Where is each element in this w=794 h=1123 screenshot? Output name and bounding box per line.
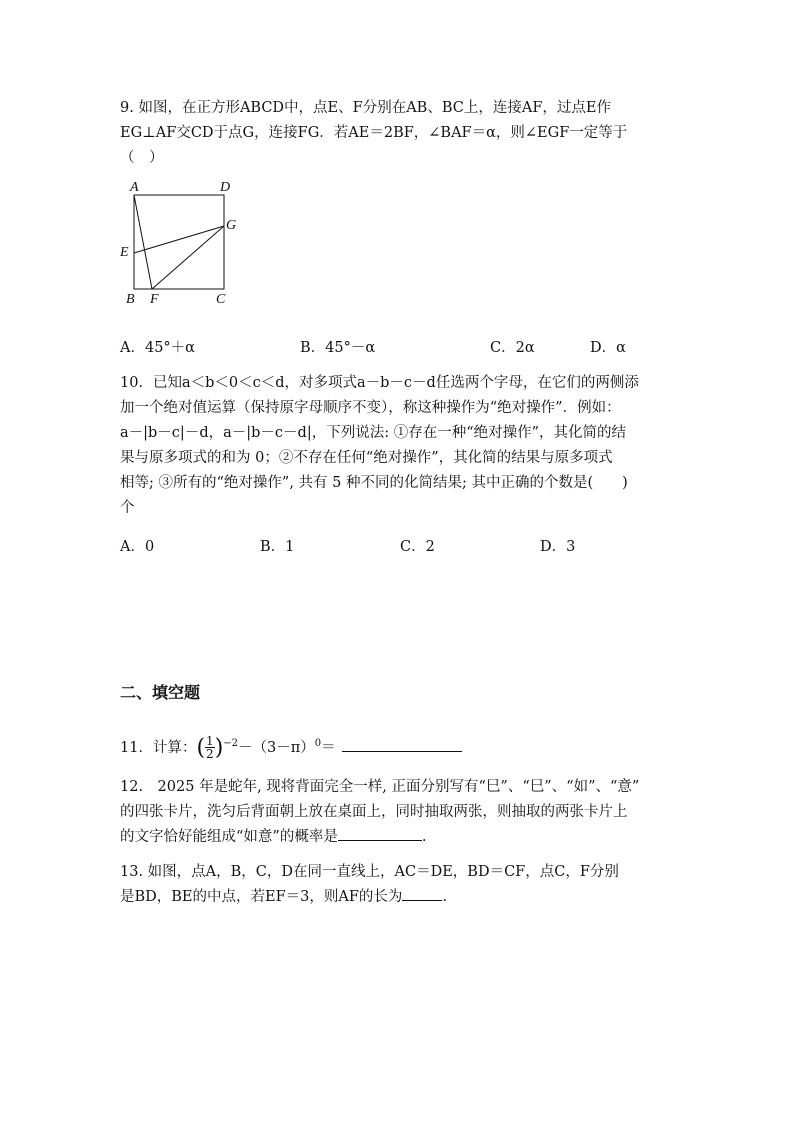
q10-option-c[interactable]: C．2 <box>400 539 435 555</box>
q12-line2: 的四张卡片，洗匀后背面朝上放在桌面上，同时抽取两张，则抽取的两张卡片上 <box>120 803 628 820</box>
square-diagram <box>120 181 260 316</box>
q13-line2-end: . <box>442 888 448 905</box>
square-abcd <box>134 195 224 289</box>
q9-option-d[interactable]: D．α <box>590 340 626 356</box>
q10-options <box>120 535 690 560</box>
q9-option-b[interactable]: B．45°－α <box>300 340 376 356</box>
q11-answer-blank[interactable] <box>342 751 462 752</box>
q11-paren-close: ) <box>214 735 224 761</box>
q11-middle: －（3－π） <box>238 739 315 756</box>
q9-line1: 9. 如图，在正方形ABCD中，点E、F分别在AB、BC上，连接AF，过点E作 <box>120 100 611 116</box>
q11-prefix: 11．计算： <box>120 739 197 756</box>
q10-line6: 个 <box>120 500 135 516</box>
q11-line <box>120 731 690 761</box>
q10-line4: 果与原多项式的和为 0；②不存在任何“绝对操作”，其化简的结果与原多项式 <box>120 450 613 466</box>
label-f: F <box>150 292 159 307</box>
label-a: A <box>130 180 139 195</box>
q13-line2 <box>120 885 690 910</box>
q13-answer-blank[interactable] <box>402 900 442 901</box>
q11-suffix: ＝ <box>321 739 336 756</box>
label-b: B <box>126 292 135 307</box>
segment-af <box>134 195 152 289</box>
q11-frac-num: 1 <box>206 734 214 749</box>
q10-option-d[interactable]: D．3 <box>540 539 576 555</box>
q11-paren-open: ( <box>196 735 206 761</box>
q10-line2: 加一个绝对值运算（保持原字母顺序不变），称这种操作为“绝对操作”．例如： <box>120 400 621 416</box>
q9-option-c[interactable]: C．2α <box>490 340 535 356</box>
q13-line2-text: 是BD，BE的中点，若EF＝3，则AF的长为 <box>120 888 403 905</box>
q9-line2: EG⊥AF交CD于点G，连接FG．若AE＝2BF，∠BAF＝α，则∠EGF一定等于 <box>120 125 628 141</box>
segment-fg <box>152 226 224 289</box>
q10-line5: 相等; ③所有的“绝对操作”, 共有 5 种不同的化简结果; 其中正确的个数是( ) <box>120 475 628 491</box>
q11-fraction <box>205 735 215 760</box>
q12-line3 <box>120 825 690 850</box>
label-e: E <box>120 245 129 260</box>
segment-eg <box>134 226 224 253</box>
q13-line1: 13. 如图，点A，B，C，D在同一直线上，AC＝DE，BD＝CF，点C，F分别 <box>120 863 619 880</box>
q10-option-a[interactable]: A．0 <box>120 539 155 555</box>
q10-option-b[interactable]: B．1 <box>260 539 295 555</box>
q9-option-a[interactable]: A．45°＋α <box>120 340 195 356</box>
worksheet-page <box>120 96 690 910</box>
label-d: D <box>220 180 231 195</box>
q10-line1: 10．已知a＜b＜0＜c＜d，对多项式a－b－c－d任选两个字母，在它们的两侧添 <box>120 375 639 391</box>
q12-line3-end: . <box>421 828 427 845</box>
q9-options <box>120 336 690 361</box>
q11-exp1: −2 <box>223 738 239 749</box>
q11-exp2: 0 <box>314 738 322 749</box>
label-c: C <box>216 292 226 307</box>
q11-frac-den: 2 <box>206 747 214 762</box>
q12-answer-blank[interactable] <box>338 840 422 841</box>
q12-line3-text: 的文字恰好能组成“如意”的概率是 <box>120 828 338 845</box>
section-title: 二、填空题 <box>120 683 201 702</box>
q9-line3: （ ） <box>120 150 164 166</box>
q12-line1: 12. 2025 年是蛇年, 现将背面完全一样, 正面分别写有“巳”、“巳”、“如”、“意” <box>120 778 640 795</box>
label-g: G <box>226 218 237 233</box>
q10-line3: a－|b－c|－d，a－|b－c－d|，下列说法: ①存在一种“绝对操作”，其化简的结 <box>120 425 627 441</box>
q9-figure <box>120 181 260 316</box>
